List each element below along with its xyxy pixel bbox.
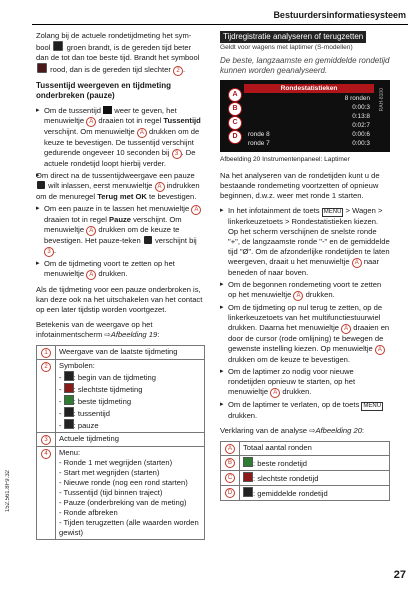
section-subtitle: Geldt voor wagens met laptimer (S-modellen) [220, 44, 353, 51]
text: Betekenis van de weergave op het infotainmentscherm [36, 320, 153, 339]
table-cell [240, 486, 390, 501]
text: Om de tussentijd [44, 106, 101, 115]
text: : [361, 426, 365, 435]
callout-icon: 2 [41, 362, 51, 372]
text: draaien en door de cursor (rode omlijning) te bewegen de gewenste instelling kiezen. Op menuwieltje [228, 323, 390, 353]
text: drukken om de keuze te bevestigen. Het pauze-teken [44, 225, 180, 245]
worst-time-icon [64, 383, 74, 393]
text: : slechtste tijdmeting [73, 385, 143, 394]
table-cell [221, 471, 240, 486]
callout-icon: 4 [41, 449, 51, 459]
callout-a-icon: A [228, 88, 242, 102]
table-cell [56, 447, 205, 540]
text: te bevestigen. [149, 192, 197, 201]
text: Om de tijdmeting voort te zetten op het menuwieltje [44, 259, 175, 278]
text: : pauze [73, 421, 99, 430]
table-cell [37, 346, 56, 360]
text: 0:13:8 [352, 113, 370, 120]
callout-a-icon: A [293, 291, 303, 301]
figure-row [244, 103, 374, 112]
page-number: 27 [393, 569, 406, 581]
callout-3-icon: 3 [172, 149, 182, 159]
start-flag-icon [64, 371, 74, 381]
callout-2-icon: 2 [173, 66, 183, 76]
table-cell [37, 360, 56, 433]
figure-row [244, 130, 374, 139]
analysis-explanation [220, 426, 390, 436]
table-cell [240, 471, 390, 486]
right-column [220, 31, 390, 501]
table-cell [221, 442, 240, 456]
text: ⇨ [309, 426, 316, 435]
callout-3-icon: 3 [44, 247, 54, 257]
callout-a-icon: A [270, 388, 280, 398]
list-item [220, 280, 390, 301]
text: Terug met OK [97, 192, 147, 201]
text: 0:00:3 [352, 140, 370, 147]
callout-icon: B [225, 458, 235, 468]
callout-icon: D [225, 488, 235, 498]
analysis-paragraph: Na het analyseren van de rondetijden kunt u de bestaande rondemeting voortzetten of opnieuw beginnen, d.w.z. weer met ronde 1 starten. [220, 171, 380, 200]
text: indrukken om de menuregel [36, 181, 200, 201]
text: drukken om de keuze te bevestigen. [228, 355, 350, 364]
split-time-icon [64, 407, 74, 417]
figure-row [244, 94, 374, 103]
callout-a-icon: A [86, 226, 96, 236]
list-item [36, 204, 205, 257]
table-cell [37, 447, 56, 540]
menu-item: - Start met wegrijden (starten) [59, 468, 160, 477]
callout-a-icon: A [352, 258, 362, 268]
left-column [36, 31, 205, 540]
table-cell [56, 360, 205, 433]
text: draaien tot in regel [98, 116, 162, 125]
pause-icon [64, 419, 74, 429]
page-header-title: Bestuurdersinformatiesysteem [273, 10, 406, 20]
intro-text-2: bool [36, 43, 51, 52]
text: 0:00:3 [352, 104, 370, 111]
symbol-item: - : begin van de tijdmeting [59, 373, 156, 382]
callout-a-icon: A [341, 324, 351, 334]
callout-a-icon: A [86, 117, 96, 127]
instruction-list [36, 106, 205, 280]
pause-icon [144, 236, 152, 244]
callout-c-icon: C [228, 116, 242, 130]
best-time-icon [64, 395, 74, 405]
text: verschijnt. Om menuwieltje [44, 215, 182, 234]
cell-title: Symbolen: [59, 361, 95, 370]
text: : [157, 330, 160, 339]
figure-row [244, 139, 374, 148]
legend-table-left [36, 345, 205, 540]
callout-icon: 1 [41, 348, 51, 358]
text: drukken. [98, 269, 128, 278]
table-row [221, 442, 390, 456]
worst-time-icon [243, 472, 253, 482]
text: ⇨ [104, 330, 111, 339]
text: : beste tijdmeting [73, 397, 132, 406]
figure-title: Rondestatistieken [244, 84, 374, 93]
table-cell: Weergave van de laatste tijdmeting [56, 346, 205, 360]
symbol-item: - : pauze [59, 421, 99, 430]
intro-text-5: rood, dan is de gereden tijd slechter [50, 65, 171, 74]
text: verschijnt bij [154, 236, 197, 245]
figure-reference: Afbeelding 19 [110, 330, 158, 339]
menu-key: MENU [363, 403, 382, 409]
menu-item: - Pauze (onderbreking van de meting) [59, 498, 187, 507]
cell-title: Menu: [59, 448, 81, 457]
green-status-icon [53, 41, 63, 51]
text: : begin van de tijdmeting [73, 373, 156, 382]
callout-a-icon: A [155, 182, 165, 192]
menu-item: - Ronde 1 met wegrijden (starten) [59, 458, 173, 467]
text: : slechtste rondetijd [253, 474, 319, 483]
text: drukken om de keuze te bevestigen. De tussentijd verschijnt gedurende ongeveer 10 seconden bij [44, 127, 200, 157]
text: In het infotainment de toets [228, 206, 320, 215]
table-row [37, 360, 205, 433]
text: Verklaring van de analyse [220, 426, 307, 435]
section-intro: De beste, langzaamste en gemiddelde rondetijd kunnen worden geanalyseerd. [220, 56, 390, 75]
list-item [220, 400, 390, 421]
text: draaien tot in regel [44, 215, 107, 224]
text: : tussentijd [73, 409, 110, 418]
table-cell [221, 486, 240, 501]
subheading-split-time: Tussentijd weergeven en tijdmeting onderbreken (pauze) [36, 81, 171, 100]
text: Om de begonnen rondemeting voort te zetten op het menuwieltje [228, 280, 382, 299]
list-item [36, 259, 205, 280]
text: verschijnt. Om menuwieltje [44, 127, 135, 136]
average-time-icon [243, 487, 253, 497]
table-row [37, 433, 205, 447]
resume-paragraph: Als de tijdmeting voor een pauze onderbroken is, kan deze ook na het uitschakelen van het contact op een later tijdstip worden voortgezet. [36, 285, 203, 314]
table-cell [37, 433, 56, 447]
figure-reference: Afbeelding 20 [315, 426, 362, 435]
text: weer te geven, het menuwieltje [44, 106, 177, 125]
text: Om een pauze in te lassen het menuwieltje [44, 204, 190, 213]
text: wilt inlassen, eerst menuwieltje [48, 181, 153, 190]
list-item [220, 367, 390, 398]
figure-row [244, 121, 374, 130]
table-row [221, 486, 390, 501]
table-row [221, 471, 390, 486]
symbol-item: - : beste tijdmeting [59, 397, 132, 406]
text: Tussentijd [163, 116, 201, 125]
text: Om de laptimer zo nodig voor nieuwe rondetijden opnieuw te starten, op het menuwieltje [228, 367, 356, 396]
legend-table-right [220, 441, 390, 501]
figure-code: RAH-8100 [379, 88, 385, 112]
symbol-item: - : tussentijd [59, 409, 110, 418]
callout-d-icon: D [228, 130, 242, 144]
callout-icon: A [225, 444, 235, 454]
text: drukken. [228, 411, 258, 420]
menu-item: - Tussentijd (tijd binnen traject) [59, 488, 163, 497]
callout-icon: C [225, 473, 235, 483]
text: : beste rondetijd [253, 459, 308, 468]
intro-text-4: dan de tot dan toe beste tijd. Brandt het symbool [36, 53, 200, 62]
callout-b-icon: B [228, 102, 242, 116]
table-row [37, 346, 205, 360]
text: 8 ronden [344, 95, 370, 102]
text: ronde 8 [248, 131, 270, 138]
list-item-plain [36, 171, 205, 202]
figure-row [244, 112, 374, 121]
list-item [36, 106, 205, 169]
text: > Wagen > linkerkeuzetoets > Rondestatistieken kiezen. Op het scherm verschijnen de snelste ronde "+", de langzaamste ronde "-" en de gemiddelde tijd "Ø". Om de afzonderlijke rondetijden te laten weergeven, draait u het menuwieltje [228, 206, 390, 266]
callout-a-icon: A [375, 345, 385, 355]
intro-text-6: . [182, 65, 186, 74]
pause-icon [37, 181, 45, 189]
table-cell: Actuele tijdmeting [56, 433, 205, 447]
split-time-icon [103, 106, 112, 114]
symbol-item: - : slechtste tijdmeting [59, 385, 143, 394]
intro-text-1: Zolang bij de actuele rondetijdmeting het sym- [36, 31, 192, 40]
callout-a-icon: A [191, 205, 201, 215]
intro-text-3: groen brandt, is de gereden tijd beter [66, 43, 192, 52]
text: Om de laptimer te verlaten, op de toets [228, 400, 360, 409]
text: : gemiddelde rondetijd [253, 489, 328, 498]
callout-a-icon: A [86, 270, 96, 280]
text: Om direct na de tussentijdweergave een pauze [36, 171, 195, 180]
table-cell [240, 456, 390, 471]
display-meaning-paragraph [36, 320, 205, 340]
menu-key: MENU [323, 209, 342, 215]
menu-item: - Nieuwe ronde (nog een rond starten) [59, 478, 188, 487]
table-row [221, 456, 390, 471]
text: ronde 7 [248, 140, 270, 147]
text: naar beneden of naar boven. [228, 257, 380, 277]
text: 0:00:6 [352, 131, 370, 138]
figure-caption: Afbeelding 20 Instrumentenpaneel: Laptimer [220, 156, 350, 163]
section-title: Tijdregistratie analyseren of terugzetten [220, 31, 366, 43]
table-cell [221, 456, 240, 471]
text: Om de tijdmeting op nul terug te zetten, op de linkerkeuzetoets van het multifunctiestuurwiel drukken. Daarna het menuwieltje [228, 303, 383, 332]
text: 0:02:7 [352, 122, 370, 129]
text: . [54, 246, 57, 255]
text: drukken. [305, 290, 335, 299]
table-cell: Totaal aantal ronden [240, 442, 390, 456]
document-code: 152.561.8F9.32 [5, 470, 11, 513]
header-rule [32, 24, 408, 25]
intro-paragraph [36, 31, 205, 76]
list-item [220, 206, 390, 278]
callout-icon: 3 [41, 435, 51, 445]
red-status-icon [37, 63, 47, 73]
best-time-icon [243, 457, 253, 467]
menu-item: - Tijden terugzetten (alle waarden worden gewist) [59, 518, 199, 537]
table-row [37, 447, 205, 540]
list-item [220, 303, 390, 365]
text: . De actuele rondetijd loopt hierbij verder. [44, 148, 196, 168]
text: Pauze [109, 215, 131, 224]
analysis-instruction-list [220, 206, 390, 421]
laptimer-figure [220, 80, 390, 152]
callout-a-icon: A [137, 128, 147, 138]
text: drukken. [282, 387, 312, 396]
menu-item: - Ronde afbreken [59, 508, 118, 517]
